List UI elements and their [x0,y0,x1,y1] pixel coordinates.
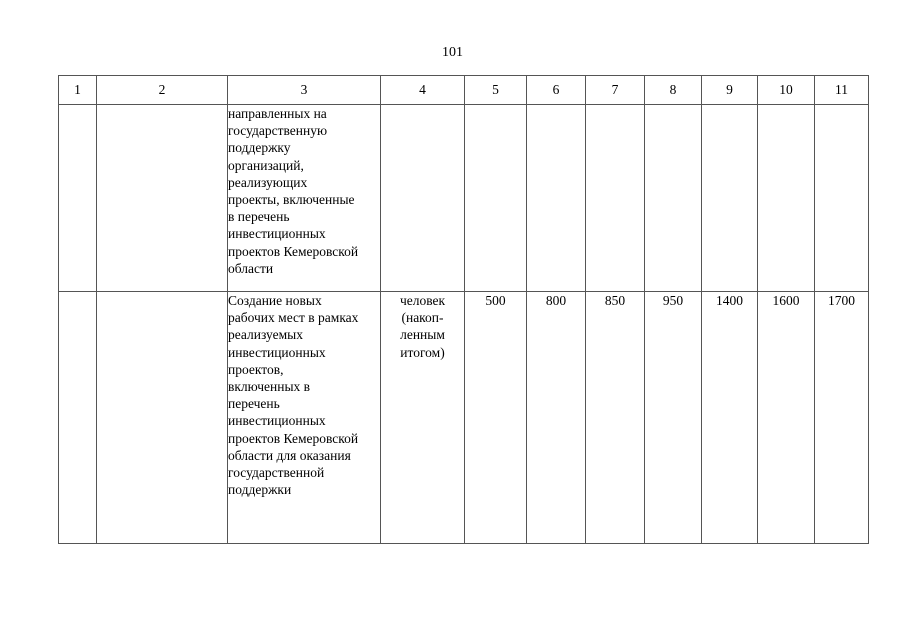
indicator-line: инвестиционных [228,226,326,242]
indicators-table [58,75,869,544]
indicator-line: поддержки [228,482,292,498]
value-cell: 950 [645,292,702,544]
indicator-line: реализующих [228,174,308,190]
column-header: 3 [228,76,381,105]
goal-cell [97,105,228,292]
indicator-line: реализуемых [228,327,303,343]
column-header: 8 [645,76,702,105]
number-cell [59,292,97,544]
indicator-line: рабочих мест в рамках [228,310,359,326]
value-cell [586,105,645,292]
column-header: 11 [815,76,869,105]
indicator-line: области для оказания [228,447,351,463]
indicator-line: государственную [228,123,328,139]
unit-line: ленным [400,327,445,343]
indicator-cell [228,292,381,544]
page-number: 101 [442,45,463,60]
indicator-line: организаций, [228,157,304,173]
unit-line: человек [399,293,446,308]
table-header-row [59,76,869,105]
indicator-line: государственной [228,465,325,481]
table-row [59,105,869,292]
indicator-line: перечень [228,396,280,412]
column-header: 1 [59,76,97,105]
indicator-line: проекты, включенные [228,192,355,208]
value-cell [758,105,815,292]
goal-cell [97,292,228,544]
value-cell: 850 [586,292,645,544]
indicator-line: области [228,260,274,276]
indicator-line: проектов, [228,361,284,377]
indicator-line: в перечень [228,209,290,225]
value-cell: 1600 [758,292,815,544]
value-cell: 500 [465,292,527,544]
indicator-line: включенных в [228,379,311,395]
column-header: 2 [97,76,228,105]
column-header: 10 [758,76,815,105]
value-cell [465,105,527,292]
indicator-line: поддержку [228,140,291,156]
value-cell [645,105,702,292]
unit-cell [381,105,465,292]
indicator-line: проектов Кемеровской [228,430,359,446]
indicator-cell [228,105,381,292]
indicator-line: направленных на [228,106,327,121]
column-header: 6 [527,76,586,105]
column-header: 5 [465,76,527,105]
column-header: 7 [586,76,645,105]
number-cell [59,105,97,292]
table-row [59,292,869,544]
column-header: 4 [381,76,465,105]
indicator-line: проектов Кемеровской [228,243,359,259]
value-cell: 800 [527,292,586,544]
column-header: 9 [702,76,758,105]
indicator-line: инвестиционных [228,413,326,429]
indicator-line: инвестиционных [228,344,326,360]
unit-cell [381,292,465,544]
unit-line: итогом) [400,344,445,360]
indicator-line: Создание новых [228,293,322,308]
value-cell: 1700 [815,292,869,544]
value-cell [815,105,869,292]
value-cell [702,105,758,292]
value-cell [527,105,586,292]
unit-line: (накоп- [401,310,444,326]
value-cell: 1400 [702,292,758,544]
